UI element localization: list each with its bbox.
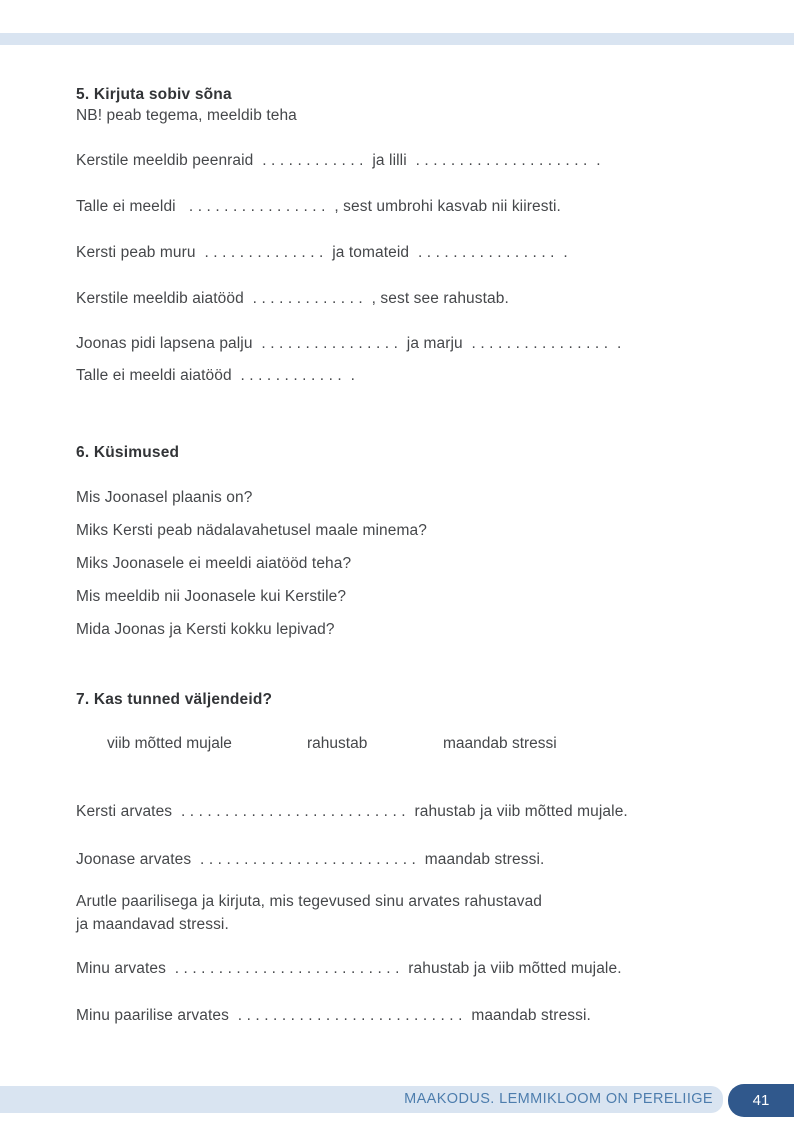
exercise5-title: 5. Kirjuta sobiv sõna [76,86,232,103]
exercise7-blank-line: Minu arvates . . . . . . . . . . . . . . . . . . . . . . . . . . rahustab ja viib mõtted mujale. [76,960,622,977]
exercise7-blank-line: Joonase arvates . . . . . . . . . . . . . . . . . . . . . . . . . maandab stressi. [76,851,545,868]
exercise5-blank-line: Talle ei meeldi . . . . . . . . . . . . . . . . , sest umbrohi kasvab nii kiiresti. [76,198,561,215]
exercise6-question: Mida Joonas ja Kersti kokku lepivad? [76,621,335,638]
page-number: 41 [752,1092,770,1109]
footer-chapter-title: MAAKODUS. LEMMIKLOOM ON PERELIIGE [404,1091,713,1107]
exercise5-note: NB! peab tegema, meeldib teha [76,107,297,124]
exercise7-blank-line: Minu paarilise arvates . . . . . . . . . . . . . . . . . . . . . . . . . . maandab stressi. [76,1007,591,1024]
top-accent-bar [0,33,794,45]
exercise5-blank-line: Kerstile meeldib peenraid . . . . . . . . . . . . ja lilli . . . . . . . . . . . . . . . . . . . . . [76,152,601,169]
exercise6-question: Miks Kersti peab nädalavahetusel maale minema? [76,522,427,539]
exercise7-instruction: ja maandavad stressi. [76,916,229,933]
exercise7-word-bank [0,735,794,752]
exercise5-blank-line: Talle ei meeldi aiatööd . . . . . . . . . . . . . [76,367,356,384]
footer-bar [0,1086,723,1113]
exercise5-blank-line: Joonas pidi lapsena palju . . . . . . . . . . . . . . . . ja marju . . . . . . . . . . . . . . . . . [76,335,622,352]
exercise6-title: 6. Küsimused [76,444,180,461]
exercise7-title: 7. Kas tunned väljendeid? [76,691,273,708]
exercise6-question: Mis Joonasel plaanis on? [76,489,253,506]
exercise6-question: Mis meeldib nii Joonasele kui Kerstile? [76,588,347,605]
exercise6-question: Miks Joonasele ei meeldi aiatööd teha? [76,555,352,572]
word-bank-item: viib mõtted mujale [107,735,232,752]
exercise5-blank-line: Kerstile meeldib aiatööd . . . . . . . . . . . . . , sest see rahustab. [76,290,509,307]
word-bank-item: maandab stressi [443,735,557,752]
exercise7-blank-line: Kersti arvates . . . . . . . . . . . . . . . . . . . . . . . . . . rahustab ja viib mõtted mujale. [76,803,628,820]
word-bank-item: rahustab [307,735,368,752]
exercise7-instruction: Arutle paarilisega ja kirjuta, mis tegevused sinu arvates rahustavad [76,893,543,910]
page-number-badge [728,1084,794,1117]
exercise5-blank-line: Kersti peab muru . . . . . . . . . . . . . . ja tomateid . . . . . . . . . . . . . . . . . [76,244,568,261]
